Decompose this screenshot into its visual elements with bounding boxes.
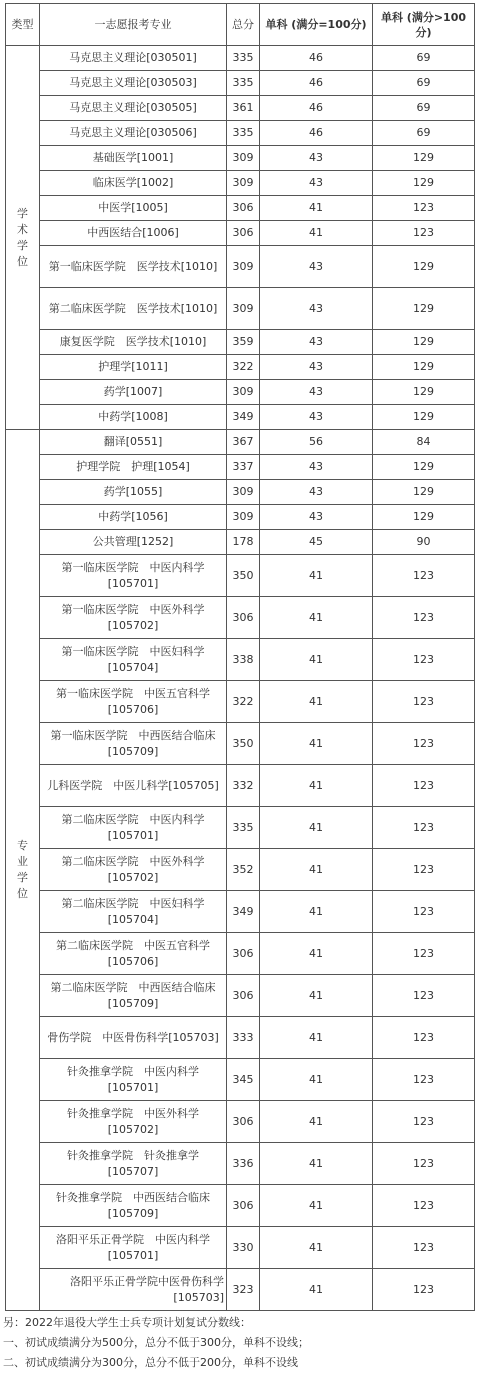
- single-over-100-cell: 123: [373, 196, 475, 221]
- major-cell: 马克思主义理论[030506]: [40, 121, 227, 146]
- single-over-100-cell: 123: [373, 1143, 475, 1185]
- single-over-100-cell: 129: [373, 355, 475, 380]
- header-major: 一志愿报考专业: [40, 4, 227, 46]
- table-row: [6, 765, 475, 807]
- major-cell: 临床医学[1002]: [40, 171, 227, 196]
- single-over-100-cell: 123: [373, 681, 475, 723]
- single-100-cell: 41: [260, 597, 373, 639]
- category-cell: [6, 430, 40, 1311]
- single-100-cell: 41: [260, 196, 373, 221]
- single-100-cell: 41: [260, 1101, 373, 1143]
- total-score-cell: 337: [227, 455, 260, 480]
- major-cell: 护理学[1011]: [40, 355, 227, 380]
- table-row: [6, 46, 475, 71]
- single-over-100-cell: 123: [373, 1269, 475, 1311]
- single-100-cell: 46: [260, 46, 373, 71]
- table-row: [6, 1101, 475, 1143]
- single-100-cell: 41: [260, 849, 373, 891]
- table-row: [6, 933, 475, 975]
- total-score-cell: 335: [227, 71, 260, 96]
- major-cell: 第一临床医学院 中医妇科学[105704]: [40, 639, 227, 681]
- total-score-cell: 367: [227, 430, 260, 455]
- total-score-cell: 333: [227, 1017, 260, 1059]
- total-score-cell: 309: [227, 380, 260, 405]
- total-score-cell: 361: [227, 96, 260, 121]
- major-cell: 中医学[1005]: [40, 196, 227, 221]
- single-100-cell: 41: [260, 765, 373, 807]
- table-row: [6, 430, 475, 455]
- single-100-cell: 41: [260, 555, 373, 597]
- table-row: [6, 639, 475, 681]
- major-cell: 第一临床医学院 中西医结合临床[105709]: [40, 723, 227, 765]
- single-100-cell: 43: [260, 246, 373, 288]
- total-score-cell: 359: [227, 330, 260, 355]
- total-score-cell: 335: [227, 46, 260, 71]
- major-cell: 第二临床医学院 中医外科学[105702]: [40, 849, 227, 891]
- major-cell: 中西医结合[1006]: [40, 221, 227, 246]
- table-row: [6, 71, 475, 96]
- header-total: 总分: [227, 4, 260, 46]
- single-100-cell: 41: [260, 221, 373, 246]
- single-over-100-cell: 123: [373, 1185, 475, 1227]
- single-over-100-cell: 123: [373, 765, 475, 807]
- single-100-cell: 43: [260, 355, 373, 380]
- single-over-100-cell: 129: [373, 455, 475, 480]
- single-100-cell: 43: [260, 455, 373, 480]
- score-table: [5, 3, 475, 1311]
- single-over-100-cell: 90: [373, 530, 475, 555]
- major-cell: 针灸推拿学院 针灸推拿学[105707]: [40, 1143, 227, 1185]
- single-over-100-cell: 129: [373, 405, 475, 430]
- single-over-100-cell: 123: [373, 221, 475, 246]
- table-row: [6, 1059, 475, 1101]
- single-over-100-cell: 129: [373, 246, 475, 288]
- major-cell: 针灸推拿学院 中西医结合临床[105709]: [40, 1185, 227, 1227]
- table-row: [6, 455, 475, 480]
- header-single-100: 单科 (满分=100分): [260, 4, 373, 46]
- total-score-cell: 352: [227, 849, 260, 891]
- total-score-cell: 309: [227, 288, 260, 330]
- table-row: [6, 975, 475, 1017]
- major-cell: 第二临床医学院 中医五官科学[105706]: [40, 933, 227, 975]
- table-row: [6, 849, 475, 891]
- single-100-cell: 41: [260, 933, 373, 975]
- single-100-cell: 43: [260, 405, 373, 430]
- table-row: [6, 146, 475, 171]
- notes: [3, 1313, 309, 1373]
- single-100-cell: 41: [260, 723, 373, 765]
- total-score-cell: 350: [227, 555, 260, 597]
- total-score-cell: 323: [227, 1269, 260, 1311]
- table-row: [6, 555, 475, 597]
- major-cell: 针灸推拿学院 中医外科学[105702]: [40, 1101, 227, 1143]
- total-score-cell: 306: [227, 1185, 260, 1227]
- total-score-cell: 306: [227, 975, 260, 1017]
- total-score-cell: 309: [227, 171, 260, 196]
- total-score-cell: 349: [227, 405, 260, 430]
- table-row: [6, 330, 475, 355]
- major-cell: 康复医学院 医学技术[1010]: [40, 330, 227, 355]
- single-over-100-cell: 69: [373, 71, 475, 96]
- single-100-cell: 43: [260, 480, 373, 505]
- single-100-cell: 41: [260, 891, 373, 933]
- major-cell: 第一临床医学院 中医内科学[105701]: [40, 555, 227, 597]
- major-cell: 洛阳平乐正骨学院中医骨伤科学[105703]: [40, 1269, 227, 1311]
- major-cell: 护理学院 护理[1054]: [40, 455, 227, 480]
- single-100-cell: 45: [260, 530, 373, 555]
- major-cell: 第二临床医学院 中医内科学[105701]: [40, 807, 227, 849]
- table-row: [6, 1269, 475, 1311]
- major-cell: 马克思主义理论[030503]: [40, 71, 227, 96]
- major-cell: 儿科医学院 中医儿科学[105705]: [40, 765, 227, 807]
- major-cell: 马克思主义理论[030501]: [40, 46, 227, 71]
- category-label: 学术学位: [17, 206, 28, 268]
- single-100-cell: 41: [260, 639, 373, 681]
- table-row: [6, 891, 475, 933]
- single-over-100-cell: 69: [373, 46, 475, 71]
- header-type: 类型: [6, 4, 40, 46]
- major-cell: 中药学[1056]: [40, 505, 227, 530]
- single-100-cell: 43: [260, 330, 373, 355]
- total-score-cell: 306: [227, 221, 260, 246]
- single-over-100-cell: 123: [373, 555, 475, 597]
- single-100-cell: 41: [260, 1143, 373, 1185]
- single-over-100-cell: 129: [373, 171, 475, 196]
- table-row: [6, 405, 475, 430]
- single-100-cell: 41: [260, 1227, 373, 1269]
- single-100-cell: 41: [260, 1017, 373, 1059]
- table-row: [6, 171, 475, 196]
- single-over-100-cell: 123: [373, 1017, 475, 1059]
- table-row: [6, 246, 475, 288]
- total-score-cell: 322: [227, 681, 260, 723]
- table-row: [6, 355, 475, 380]
- total-score-cell: 335: [227, 807, 260, 849]
- major-cell: 中药学[1008]: [40, 405, 227, 430]
- category-cell: [6, 46, 40, 430]
- table-row: [6, 1017, 475, 1059]
- major-cell: 骨伤学院 中医骨伤科学[105703]: [40, 1017, 227, 1059]
- table-row: [6, 505, 475, 530]
- note-line: 一、初试成绩满分为500分，总分不低于300分，单科不设线；: [3, 1336, 309, 1349]
- table-row: [6, 480, 475, 505]
- major-cell: 翻译[0551]: [40, 430, 227, 455]
- single-over-100-cell: 123: [373, 597, 475, 639]
- major-cell: 公共管理[1252]: [40, 530, 227, 555]
- single-over-100-cell: 69: [373, 121, 475, 146]
- total-score-cell: 309: [227, 146, 260, 171]
- major-cell: 药学[1055]: [40, 480, 227, 505]
- table-row: [6, 121, 475, 146]
- table-row: [6, 1227, 475, 1269]
- major-cell: 针灸推拿学院 中医内科学[105701]: [40, 1059, 227, 1101]
- major-cell: 药学[1007]: [40, 380, 227, 405]
- major-cell: 第一临床医学院 医学技术[1010]: [40, 246, 227, 288]
- total-score-cell: 322: [227, 355, 260, 380]
- total-score-cell: 306: [227, 196, 260, 221]
- total-score-cell: 309: [227, 480, 260, 505]
- total-score-cell: 178: [227, 530, 260, 555]
- total-score-cell: 309: [227, 505, 260, 530]
- total-score-cell: 330: [227, 1227, 260, 1269]
- table-row: [6, 196, 475, 221]
- single-100-cell: 43: [260, 146, 373, 171]
- total-score-cell: 306: [227, 933, 260, 975]
- single-100-cell: 41: [260, 975, 373, 1017]
- single-100-cell: 43: [260, 505, 373, 530]
- major-cell: 第一临床医学院 中医五官科学[105706]: [40, 681, 227, 723]
- total-score-cell: 309: [227, 246, 260, 288]
- major-cell: 第二临床医学院 医学技术[1010]: [40, 288, 227, 330]
- total-score-cell: 332: [227, 765, 260, 807]
- total-score-cell: 306: [227, 597, 260, 639]
- single-over-100-cell: 129: [373, 146, 475, 171]
- table-row: [6, 380, 475, 405]
- single-over-100-cell: 123: [373, 1227, 475, 1269]
- table-row: [6, 723, 475, 765]
- table-row: [6, 96, 475, 121]
- single-over-100-cell: 123: [373, 891, 475, 933]
- header-single-over-100: 单科 (满分>100分): [373, 4, 475, 46]
- single-over-100-cell: 69: [373, 96, 475, 121]
- major-cell: 第一临床医学院 中医外科学[105702]: [40, 597, 227, 639]
- table-row: [6, 1143, 475, 1185]
- single-100-cell: 41: [260, 681, 373, 723]
- table-header-row: [6, 4, 475, 46]
- single-100-cell: 43: [260, 171, 373, 196]
- single-over-100-cell: 123: [373, 1059, 475, 1101]
- note-line: 二、初试成绩满分为300分，总分不低于200分，单科不设线: [3, 1356, 298, 1369]
- note-line: 另：2022年退役大学生士兵专项计划复试分数线：: [3, 1316, 251, 1329]
- single-100-cell: 43: [260, 380, 373, 405]
- table-row: [6, 530, 475, 555]
- single-100-cell: 56: [260, 430, 373, 455]
- total-score-cell: 336: [227, 1143, 260, 1185]
- single-over-100-cell: 129: [373, 505, 475, 530]
- single-over-100-cell: 129: [373, 480, 475, 505]
- table-row: [6, 288, 475, 330]
- single-over-100-cell: 123: [373, 723, 475, 765]
- major-cell: 第二临床医学院 中西医结合临床[105709]: [40, 975, 227, 1017]
- single-100-cell: 43: [260, 288, 373, 330]
- single-over-100-cell: 129: [373, 288, 475, 330]
- total-score-cell: 345: [227, 1059, 260, 1101]
- table-row: [6, 681, 475, 723]
- single-over-100-cell: 129: [373, 330, 475, 355]
- major-cell: 第二临床医学院 中医妇科学[105704]: [40, 891, 227, 933]
- major-cell: 洛阳平乐正骨学院 中医内科学[105701]: [40, 1227, 227, 1269]
- table-row: [6, 597, 475, 639]
- single-over-100-cell: 123: [373, 975, 475, 1017]
- single-100-cell: 41: [260, 1269, 373, 1311]
- single-100-cell: 41: [260, 1059, 373, 1101]
- major-cell: 马克思主义理论[030505]: [40, 96, 227, 121]
- table-body: [6, 46, 475, 1311]
- total-score-cell: 306: [227, 1101, 260, 1143]
- total-score-cell: 338: [227, 639, 260, 681]
- category-label: 专业学位: [17, 839, 28, 900]
- single-100-cell: 46: [260, 96, 373, 121]
- single-over-100-cell: 123: [373, 807, 475, 849]
- total-score-cell: 350: [227, 723, 260, 765]
- table-row: [6, 221, 475, 246]
- single-over-100-cell: 129: [373, 380, 475, 405]
- single-100-cell: 41: [260, 1185, 373, 1227]
- single-over-100-cell: 123: [373, 639, 475, 681]
- table-row: [6, 1185, 475, 1227]
- single-100-cell: 41: [260, 807, 373, 849]
- table-row: [6, 807, 475, 849]
- single-100-cell: 46: [260, 121, 373, 146]
- total-score-cell: 349: [227, 891, 260, 933]
- single-over-100-cell: 123: [373, 1101, 475, 1143]
- total-score-cell: 335: [227, 121, 260, 146]
- single-over-100-cell: 123: [373, 933, 475, 975]
- single-over-100-cell: 84: [373, 430, 475, 455]
- major-cell: 基础医学[1001]: [40, 146, 227, 171]
- single-over-100-cell: 123: [373, 849, 475, 891]
- single-100-cell: 46: [260, 71, 373, 96]
